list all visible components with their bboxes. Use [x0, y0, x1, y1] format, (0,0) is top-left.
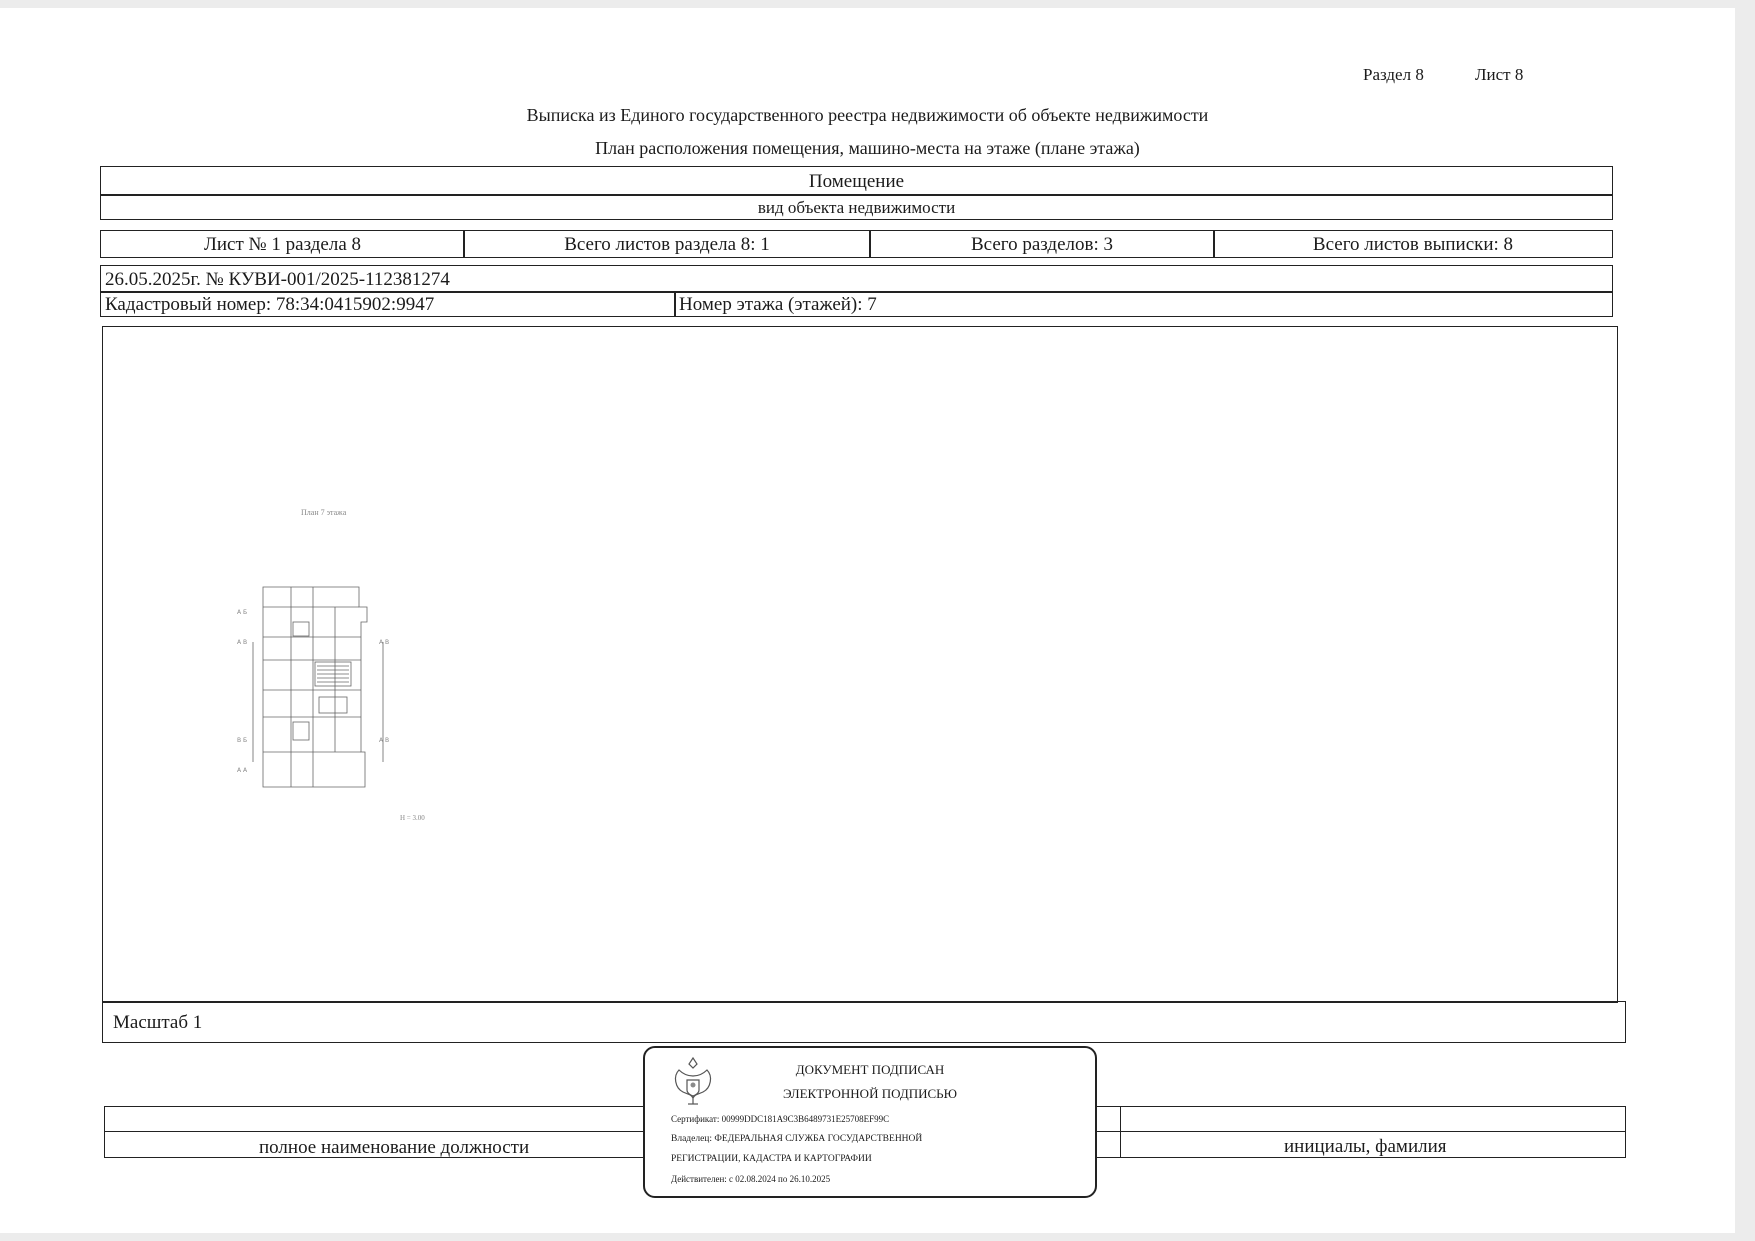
- svg-text:А А: А А: [237, 767, 248, 774]
- cadastral-cell: [100, 291, 676, 317]
- signature-stamp: [643, 1046, 1097, 1198]
- cadastral-number: Кадастровый номер: 78:34:0415902:9947: [105, 293, 435, 315]
- object-type-caption-cell: [100, 194, 1613, 220]
- total-sheets-extract: Всего листов выписки: 8: [1312, 233, 1514, 255]
- object-type: Помещение: [808, 170, 905, 192]
- sheet-label: Лист 8: [1475, 65, 1524, 84]
- scale-text: Масштаб 1: [113, 1011, 203, 1033]
- signature-table-separator: [1120, 1107, 1121, 1157]
- floor-plan-drawing: [233, 562, 413, 822]
- stamp-owner-continued: РЕГИСТРАЦИИ, КАДАСТРА И КАРТОГРАФИИ: [671, 1154, 872, 1164]
- total-sheets-extract-cell: [1213, 230, 1613, 258]
- total-sections: Всего разделов: 3: [970, 233, 1114, 255]
- document-sheet: [0, 8, 1735, 1233]
- object-type-caption: вид объекта недвижимости: [757, 197, 956, 217]
- stamp-owner: Владелец: ФЕДЕРАЛЬНАЯ СЛУЖБА ГОСУДАРСТВЕННОЙ: [671, 1134, 923, 1144]
- position-caption: полное наименование должности: [259, 1137, 530, 1158]
- plan-caption: План 7 этажа: [301, 508, 347, 517]
- sheet-of-section-cell: [100, 230, 465, 258]
- total-sections-cell: [869, 230, 1215, 258]
- stamp-certificate: Сертификат: 00999DDC181A9C3B6489731E25708EF99C: [671, 1114, 890, 1124]
- svg-text:А В: А В: [237, 639, 248, 646]
- svg-text:А В: А В: [379, 639, 390, 646]
- total-sheets-section: Всего листов раздела 8: 1: [564, 233, 770, 255]
- record-date-number: 26.05.2025г. № КУВИ-001/2025-112381274: [105, 268, 450, 290]
- total-sheets-section-cell: [463, 230, 871, 258]
- scale-cell: [102, 1001, 1626, 1043]
- section-label: Раздел 8: [1363, 65, 1424, 84]
- plan-frame: [102, 326, 1618, 1003]
- record-date-cell: [100, 265, 1613, 293]
- document-title: Выписка из Единого государственного реестра недвижимости об объекте недвижимости: [526, 105, 1209, 125]
- sheet-of-section: Лист № 1 раздела 8: [203, 233, 362, 255]
- stamp-line1: ДОКУМЕНТ ПОДПИСАН: [795, 1062, 945, 1077]
- svg-text:А Б: А Б: [237, 609, 248, 616]
- document-subtitle: План расположения помещения, машино-места на этаже (плане этажа): [595, 138, 1140, 158]
- stamp-validity: Действителен: с 02.08.2024 по 26.10.2025: [671, 1174, 831, 1184]
- name-caption: инициалы, фамилия: [1284, 1136, 1447, 1157]
- plan-bottom-note: Н = 3.00: [400, 814, 425, 822]
- floor-cell: [674, 291, 1613, 317]
- stamp-line2: ЭЛЕКТРОННОЙ ПОДПИСЬЮ: [783, 1086, 957, 1101]
- svg-text:В Б: В Б: [237, 737, 248, 744]
- floor-number: Номер этажа (этажей): 7: [679, 293, 877, 315]
- object-type-cell: [100, 166, 1613, 196]
- svg-text:А В: А В: [379, 737, 390, 744]
